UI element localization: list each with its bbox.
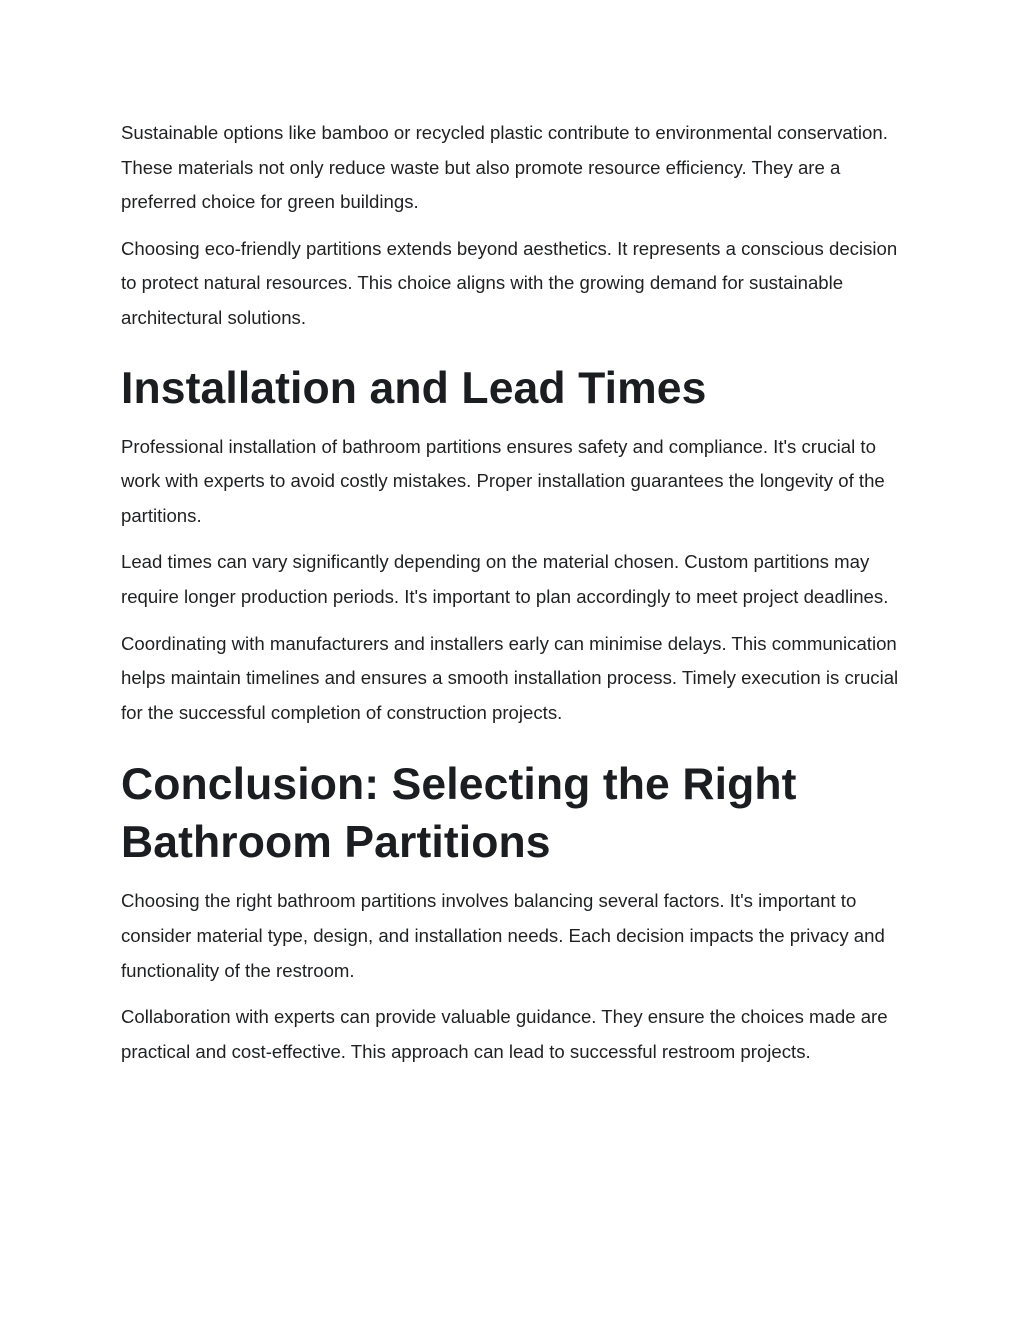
conclusion-heading: Conclusion: Selecting the Right Bathroom Partitions xyxy=(121,760,797,868)
paragraph-sustainable-options: Sustainable options like bamboo or recycled plastic contribute to environmental conservation. These materials not only reduce waste but also promote resource efficiency. They are a preferred choice for green buildings. xyxy=(121,122,888,213)
paragraph-collaboration: Collaboration with experts can provide valuable guidance. They ensure the choices made are practical and cost-effective. This approach can lead to successful restroom projects. xyxy=(121,1006,888,1062)
paragraph-eco-friendly-partitions: Choosing eco-friendly partitions extends beyond aesthetics. It represents a conscious decision to protect natural resources. This choice aligns with the growing demand for sustainable architectural solutions. xyxy=(121,237,898,328)
paragraph-lead-times: Lead times can vary significantly depending on the material chosen. Custom partitions may require longer production periods. It's important to plan accordingly to meet project deadlines. xyxy=(121,551,889,607)
paragraph-choosing-right: Choosing the right bathroom partitions involves balancing several factors. It's important to consider material type, design, and installation needs. Each decision impacts the privacy and functionality of the restroom. xyxy=(121,890,885,981)
intro-section xyxy=(121,116,911,336)
conclusion-section xyxy=(121,756,911,1069)
paragraph-professional-installation: Professional installation of bathroom partitions ensures safety and compliance. It's crucial to work with experts to avoid costly mistakes. Proper installation guarantees the longevity of the partitions. xyxy=(121,435,885,526)
installation-heading: Installation and Lead Times xyxy=(121,363,707,413)
installation-section xyxy=(121,360,911,731)
document-page xyxy=(121,116,911,1081)
paragraph-coordinating: Coordinating with manufacturers and installers early can minimise delays. This communication helps maintain timelines and ensures a smooth installation process. Timely execution is crucial for the successful completion of construction projects. xyxy=(121,632,899,723)
